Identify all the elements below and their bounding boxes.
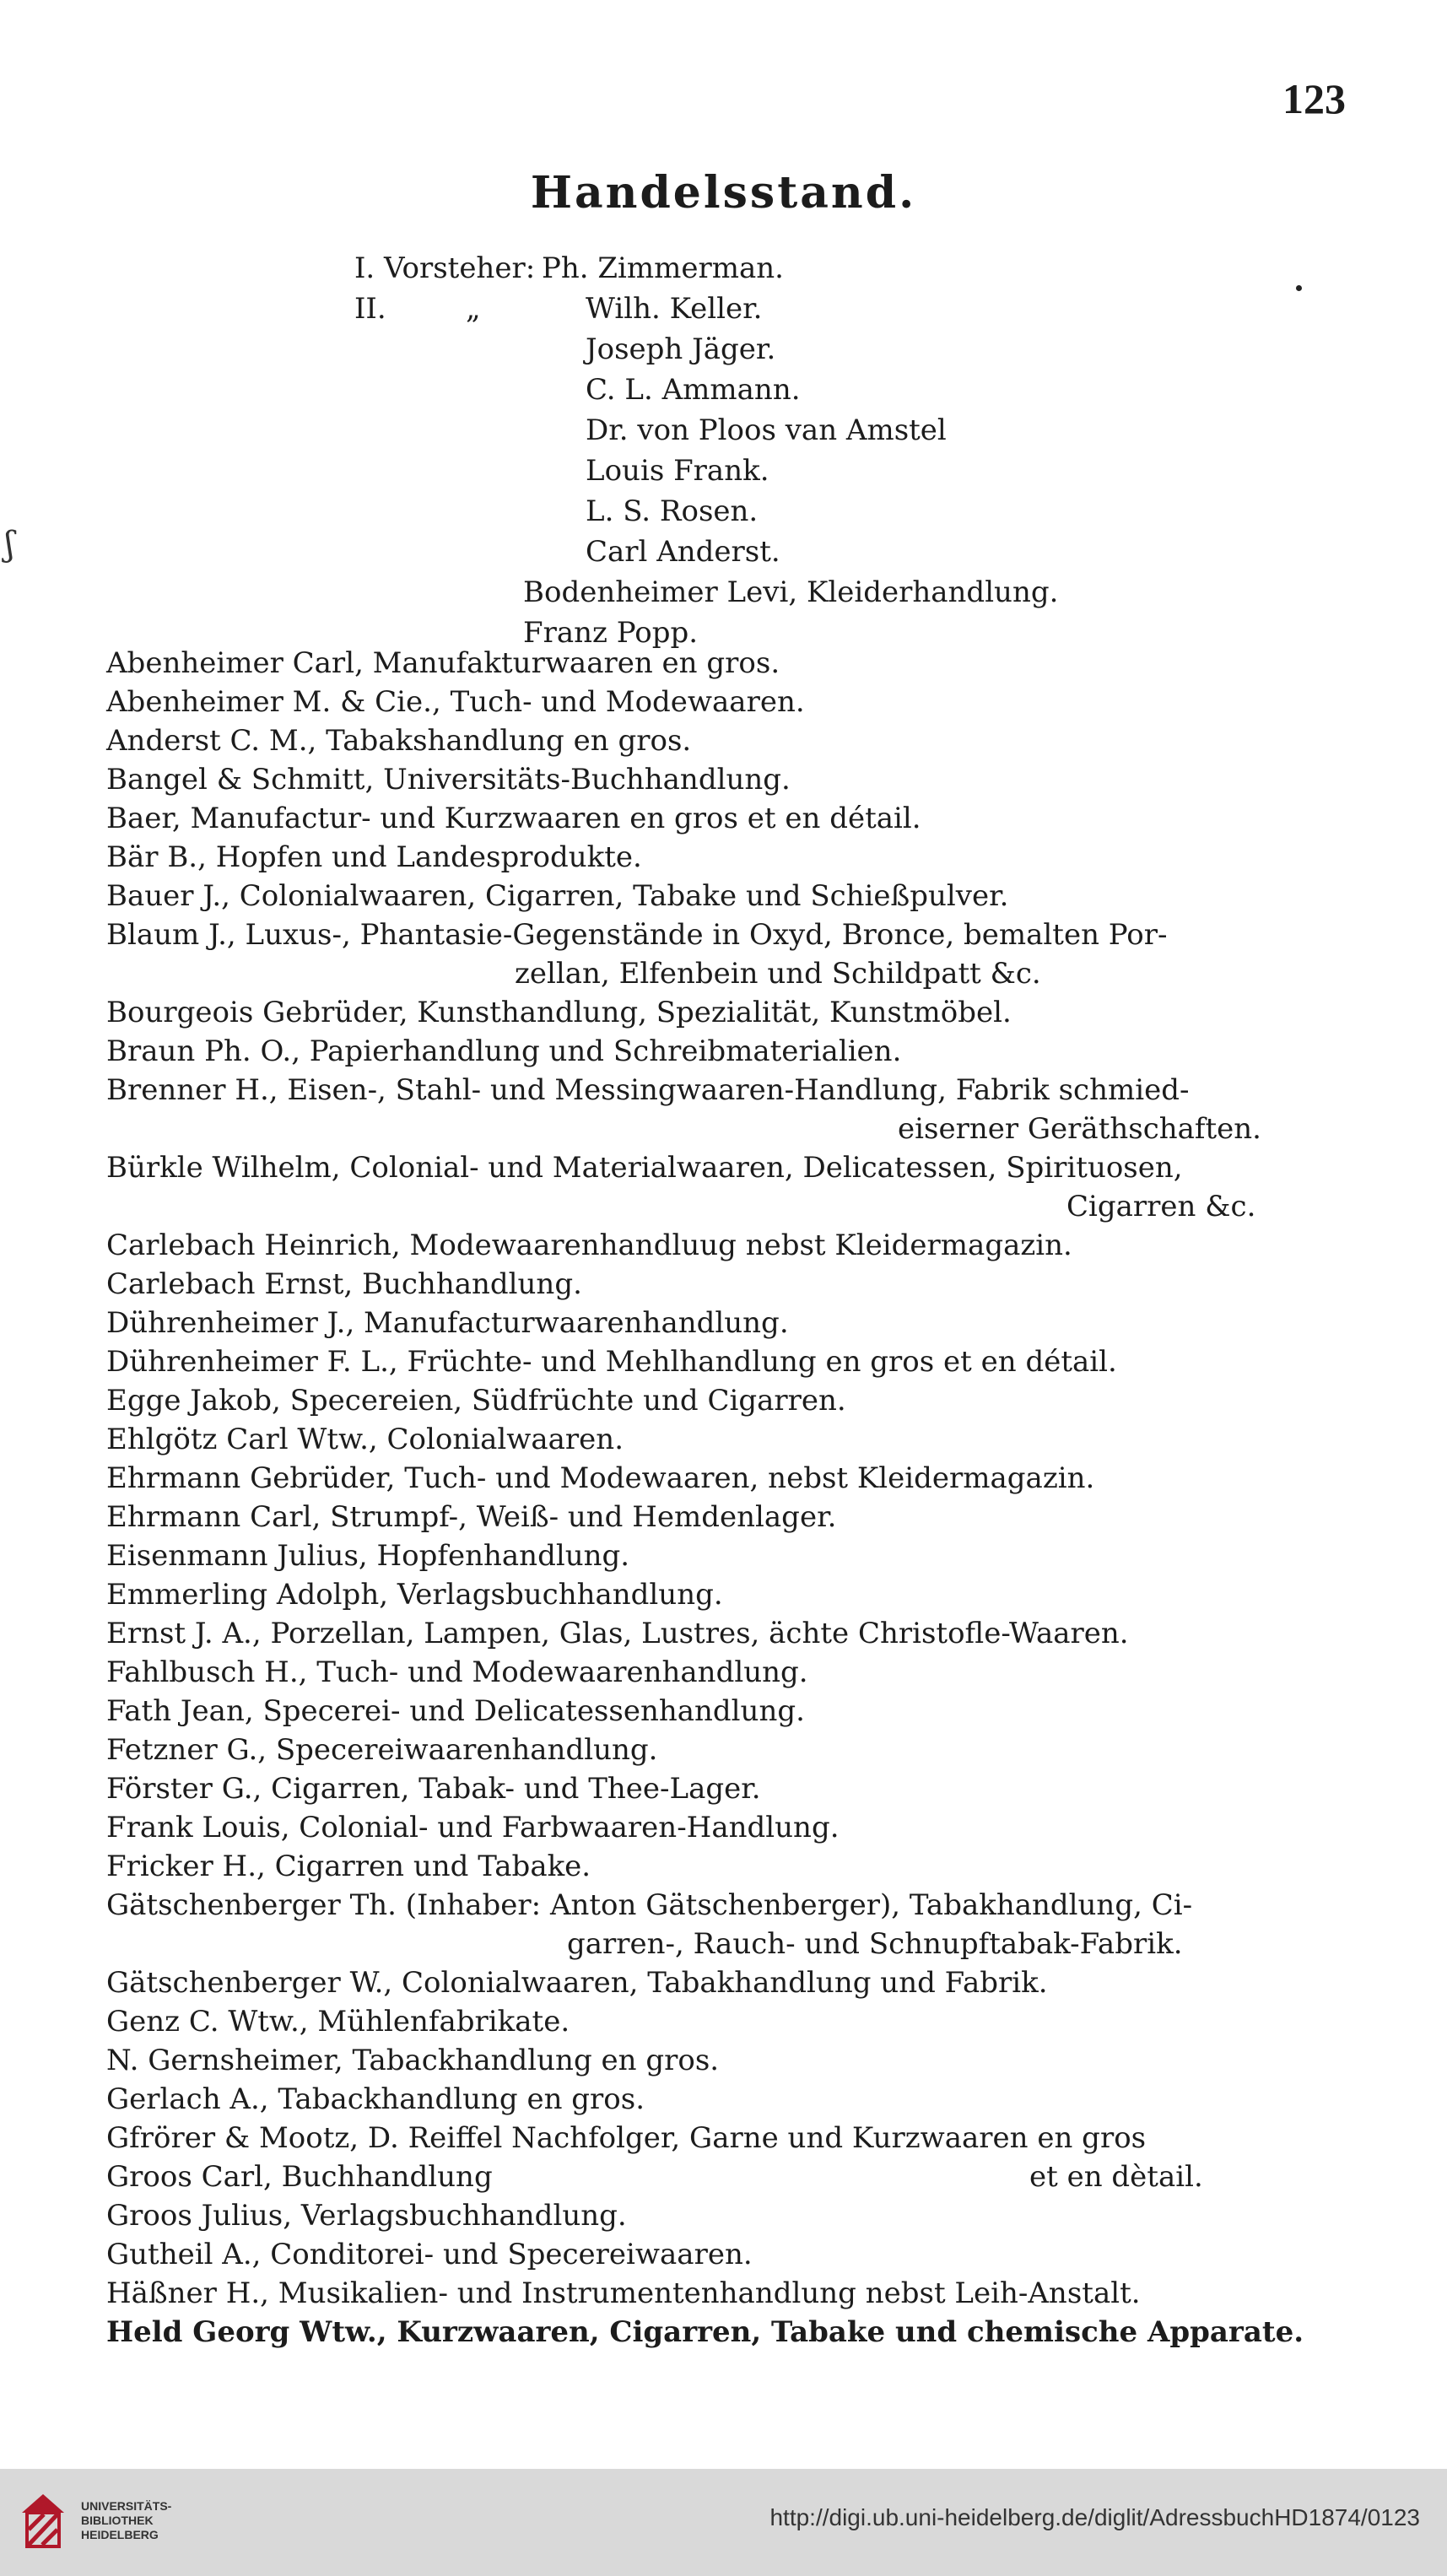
entry-line: Dührenheimer J., Manufacturwaarenhandlung. <box>106 1306 789 1340</box>
board-name: Wilh. Keller. <box>586 292 763 326</box>
section-title: Handelsstand. <box>530 167 917 219</box>
board-name: L. S. Rosen. <box>586 494 759 528</box>
entry-line: Häßner H., Musikalien- und Instrumentenhandlung nebst Leih-Anstalt. <box>106 2276 1141 2310</box>
entry-line: Egge Jakob, Specereien, Südfrüchte und Cigarren. <box>106 1384 846 1418</box>
entry-line: Eisenmann Julius, Hopfenhandlung. <box>106 1539 630 1573</box>
entry-line: Anderst C. M., Tabakshandlung en gros. <box>106 724 692 758</box>
entry-line: Groos Julius, Verlagsbuchhandlung. <box>106 2199 627 2233</box>
entry-line: Abenheimer M. & Cie., Tuch- und Modewaaren. <box>106 685 805 719</box>
board-name: Carl Anderst. <box>586 535 780 569</box>
entry-line: Ehrmann Carl, Strumpf-, Weiß- und Hemdenlager. <box>106 1500 837 1534</box>
board-name: Louis Frank. <box>586 454 769 488</box>
entry-line: Carlebach Heinrich, Modewaarenhandluug nebst Kleidermagazin. <box>106 1229 1072 1262</box>
board-role: II. <box>354 292 386 326</box>
entry-line: Blaum J., Luxus-, Phantasie-Gegenstände in Oxyd, Bronce, bemalten Por- <box>106 918 1168 952</box>
entry-line: Gutheil A., Conditorei- und Specereiwaaren. <box>106 2238 753 2271</box>
entry-continuation: zellan, Elfenbein und Schildpatt &c. <box>515 957 1041 991</box>
entry-line: Gätschenberger W., Colonialwaaren, Tabakhandlung und Fabrik. <box>106 1966 1048 2000</box>
entry-continuation: Cigarren &c. <box>1066 1190 1256 1223</box>
entry-line: Förster G., Cigarren, Tabak- und Thee-Lager. <box>106 1772 761 1806</box>
entry-line: Abenheimer Carl, Manufakturwaaren en gros. <box>106 646 780 680</box>
board-name: Dr. von Ploos van Amstel <box>586 413 947 447</box>
board-role: I. Vorsteher: <box>354 251 536 285</box>
entry-line: Baer, Manufactur- und Kurzwaaren en gros et en détail. <box>106 802 921 835</box>
entry-line: Fath Jean, Specerei- und Delicatessenhandlung. <box>106 1694 805 1728</box>
entry-line: Dührenheimer F. L., Früchte- und Mehlhandlung en gros et en détail. <box>106 1345 1117 1379</box>
source-url-link[interactable]: http://digi.ub.uni-heidelberg.de/diglit/AdressbuchHD1874/0123 <box>769 2504 1420 2530</box>
entry-line: Bourgeois Gebrüder, Kunsthandlung, Spezialität, Kunstmöbel. <box>106 996 1012 1029</box>
entry-line: Fahlbusch H., Tuch- und Modewaarenhandlung. <box>106 1655 808 1689</box>
entry-line: Ehrmann Gebrüder, Tuch- und Modewaaren, nebst Kleidermagazin. <box>106 1461 1095 1495</box>
board-name: Bodenheimer Levi, Kleiderhandlung. <box>523 575 1059 609</box>
entry-line: Gerlach A., Tabackhandlung en gros. <box>106 2082 645 2116</box>
entry-continuation: eiserner Geräthschaften. <box>898 1112 1261 1146</box>
entry-line: Bauer J., Colonialwaaren, Cigarren, Tabake und Schießpulver. <box>106 879 1009 913</box>
entry-line: Emmerling Adolph, Verlagsbuchhandlung. <box>106 1578 723 1612</box>
entry-line: Bär B., Hopfen und Landesprodukte. <box>106 840 642 874</box>
board-name: C. L. Ammann. <box>586 373 801 407</box>
entry-line: Gätschenberger Th. (Inhaber: Anton Gätschenberger), Tabakhandlung, Ci- <box>106 1888 1193 1922</box>
entry-line: Ernst J. A., Porzellan, Lampen, Glas, Lustres, ächte Christofle-Waaren. <box>106 1617 1129 1650</box>
entry-line: N. Gernsheimer, Tabackhandlung en gros. <box>106 2044 720 2077</box>
ditto-mark: „ <box>466 292 481 326</box>
board-name: Franz Popp. <box>523 616 699 650</box>
entry-line: Braun Ph. O., Papierhandlung und Schreibmaterialien. <box>106 1034 902 1068</box>
entry-line: Brenner H., Eisen-, Stahl- und Messingwaaren-Handlung, Fabrik schmied- <box>106 1073 1190 1107</box>
entry-line: Groos Carl, Buchhandlung <box>106 2160 493 2194</box>
library-name: UNIVERSITÄTS- BIBLIOTHEK HEIDELBERG <box>81 2499 172 2541</box>
entry-line: Fricker H., Cigarren und Tabake. <box>106 1850 591 1883</box>
board-name: Ph. Zimmerman. <box>542 251 784 285</box>
entry-line: Genz C. Wtw., Mühlenfabrikate. <box>106 2005 570 2039</box>
entry-line: Bürkle Wilhelm, Colonial- und Materialwaaren, Delicatessen, Spirituosen, <box>106 1151 1183 1185</box>
entry-continuation: et en dètail. <box>1029 2160 1203 2194</box>
board-name: Joseph Jäger. <box>586 332 776 366</box>
page-number: 123 <box>1282 75 1346 122</box>
entry-line: Held Georg Wtw., Kurzwaaren, Cigarren, Tabake und chemische Apparate. <box>106 2315 1304 2349</box>
footer-bar <box>0 2469 1447 2576</box>
entry-continuation: garren-, Rauch- und Schnupftabak-Fabrik. <box>567 1927 1183 1961</box>
entry-line: Carlebach Ernst, Buchhandlung. <box>106 1267 582 1301</box>
entry-line: Fetzner G., Specereiwaarenhandlung. <box>106 1733 658 1767</box>
library-logo-icon <box>17 2489 67 2553</box>
entry-line: Gfrörer & Mootz, D. Reiffel Nachfolger, Garne und Kurzwaaren en gros <box>106 2121 1147 2155</box>
entry-line: Bangel & Schmitt, Universitäts-Buchhandlung. <box>106 763 791 797</box>
margin-mark: ʃ <box>5 525 14 564</box>
entry-line: Frank Louis, Colonial- und Farbwaaren-Handlung. <box>106 1811 840 1844</box>
entry-line: Ehlgötz Carl Wtw., Colonialwaaren. <box>106 1423 624 1456</box>
stray-ink-dot <box>1296 285 1302 291</box>
